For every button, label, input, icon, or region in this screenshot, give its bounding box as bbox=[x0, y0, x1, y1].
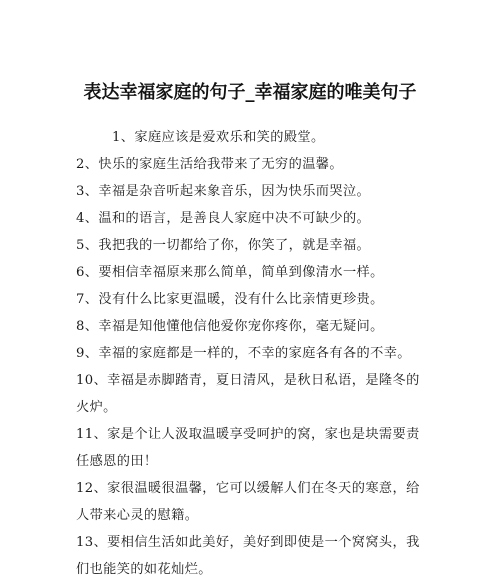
list-item: 5、我把我的一切都给了你，你笑了，就是幸福。 bbox=[76, 238, 371, 253]
sentence-list bbox=[76, 124, 422, 583]
list-item-continuation: 人带来心灵的慰籍。 bbox=[76, 508, 199, 523]
list-item: 9、幸福的家庭都是一样的，不幸的家庭各有各的不幸。 bbox=[76, 346, 411, 361]
list-item: 4、温和的语言，是善良人家庭中决不可缺少的。 bbox=[76, 211, 371, 226]
list-item: 2、快乐的家庭生活给我带来了无穷的温馨。 bbox=[76, 157, 343, 172]
list-item: 7、没有什么比家更温暖，没有什么比亲情更珍贵。 bbox=[76, 292, 384, 307]
list-item: 6、要相信幸福原来那么简单，简单到像清水一样。 bbox=[76, 265, 384, 280]
list-item-continuation: 任感恩的田！ bbox=[76, 454, 158, 469]
list-item: 1、家庭应该是爱欢乐和笑的殿堂。 bbox=[112, 130, 325, 145]
list-item: 3、幸福是杂音听起来象音乐，因为快乐而哭泣。 bbox=[76, 184, 371, 199]
list-item-continuation: 们也能笑的如花灿烂。 bbox=[76, 562, 212, 577]
list-item: 13、要相信生活如此美好，美好到即使是一个窝窝头，我 bbox=[76, 535, 420, 550]
list-item: 10、幸福是赤脚踏青，夏日清风，是秋日私语，是隆冬的 bbox=[76, 373, 420, 388]
list-item-continuation: 火炉。 bbox=[76, 400, 117, 415]
list-item: 11、家是个让人汲取温暖享受呵护的窝，家也是块需要责 bbox=[76, 427, 420, 442]
document-title: 表达幸福家庭的句子_幸福家庭的唯美句子 bbox=[83, 82, 417, 103]
list-item: 8、幸福是知他懂他信他爱你宠你疼你，毫无疑问。 bbox=[76, 319, 384, 334]
list-item: 12、家很温暖很温馨，它可以缓解人们在冬天的寒意，给 bbox=[76, 481, 420, 496]
